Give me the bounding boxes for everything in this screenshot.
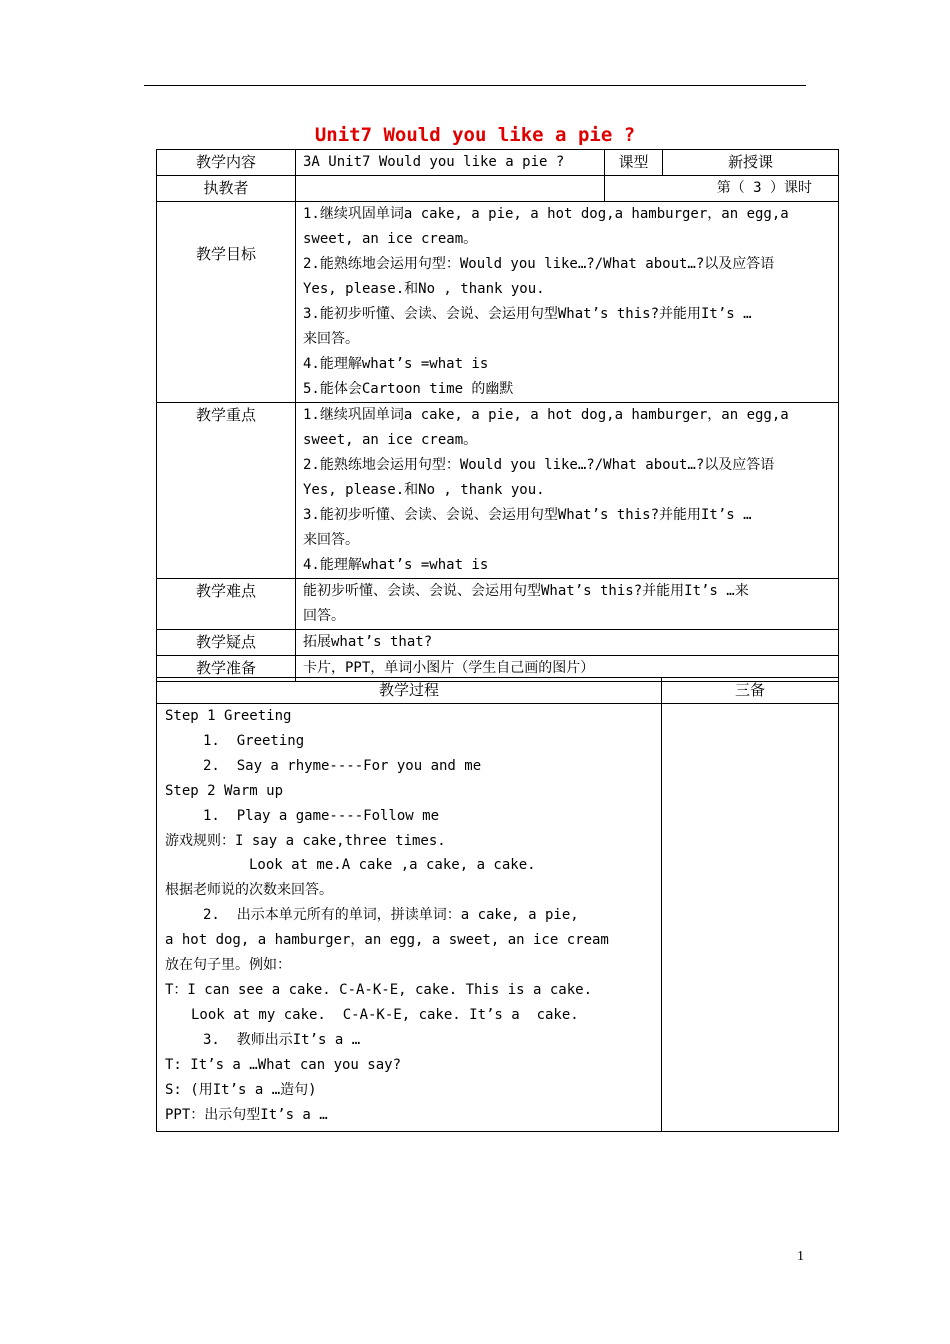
process-table (156, 677, 839, 1132)
key-point-line: 4.能理解what’s =what is (303, 557, 489, 573)
doubts-label: 教学疑点 (157, 630, 296, 656)
key-point-line: sweet, an ice cream。 (303, 432, 478, 448)
preparation-label: 教学准备 (157, 656, 296, 682)
process-line: Look at my cake. C-A-K-E, cake. It’s a cake. (191, 1006, 579, 1023)
objective-line: 3.能初步听懂、会读、会说、会运用句型What’s this?并能用It’s … (303, 306, 752, 322)
key-point-line: Yes, please.和No , thank you. (303, 482, 545, 498)
process-header: 教学过程 (157, 678, 662, 704)
key-points-label: 教学重点 (157, 403, 296, 579)
page-title: Unit7 Would you like a pie ? (314, 124, 636, 146)
side-notes-cell (662, 704, 839, 1132)
objective-line: 2.能熟练地会运用句型：Would you like…?/What about…?以及应答语 (303, 256, 775, 272)
difficulty-line: 回答。 (303, 608, 345, 624)
content-value: 3A Unit7 Would you like a pie ? (296, 150, 605, 176)
page-number: 1 (797, 1249, 804, 1264)
key-points-content (296, 403, 839, 579)
process-line: 1. Play a game----Follow me (203, 807, 440, 824)
preparation-value: 卡片，PPT，单词小图片（学生自己画的图片） (296, 656, 839, 682)
difficulty-line: 能初步听懂、会读、会说、会运用句型What’s this?并能用It’s …来 (303, 583, 749, 599)
process-line: PPT：出示句型It’s a … (165, 1106, 328, 1123)
process-line: S: (用It’s a …造句) (165, 1081, 317, 1098)
teacher-value (296, 176, 605, 202)
side-notes-header: 三备 (662, 678, 839, 704)
teacher-label: 执教者 (157, 176, 296, 202)
key-point-line: 来回答。 (303, 532, 359, 548)
difficulties-label: 教学难点 (157, 579, 296, 630)
process-line: 2. 出示本单元所有的单词，拼读单词：a cake, a pie, (203, 907, 579, 924)
process-line: T: It’s a …What can you say? (165, 1056, 402, 1073)
objective-line: sweet, an ice cream。 (303, 231, 478, 247)
process-line: a hot dog, a hamburger，an egg, a sweet, an ice cream (165, 932, 609, 949)
lesson-info-table (156, 149, 839, 682)
process-line: 放在句子里。例如： (165, 957, 291, 974)
objective-line: 5.能体会Cartoon time 的幽默 (303, 381, 514, 397)
process-line: 2. Say a rhyme----For you and me (203, 757, 482, 774)
content-label: 教学内容 (157, 150, 296, 176)
objective-line: 来回答。 (303, 331, 359, 347)
type-value: 新授课 (663, 150, 839, 176)
objectives-content (296, 202, 839, 403)
header-rule (144, 85, 806, 86)
period-cell: 第（ 3 ）课时 (605, 176, 839, 202)
process-line: Step 2 Warm up (165, 782, 284, 799)
key-point-line: 3.能初步听懂、会读、会说、会运用句型What’s this?并能用It’s … (303, 507, 752, 523)
process-line: 根据老师说的次数来回答。 (165, 882, 333, 899)
process-line: T：I can see a cake. C-A-K-E, cake. This is a cake. (165, 981, 593, 998)
key-point-line: 1.继续巩固单词a cake, a pie, a hot dog,a hamburger，an egg,a (303, 407, 789, 423)
difficulties-content (296, 579, 839, 630)
process-line: 1. Greeting (203, 732, 305, 749)
objective-line: 4.能理解what’s =what is (303, 356, 489, 372)
type-label: 课型 (605, 150, 663, 176)
objectives-label: 教学目标 (157, 202, 296, 403)
key-point-line: 2.能熟练地会运用句型：Would you like…?/What about…?以及应答语 (303, 457, 775, 473)
objective-line: Yes, please.和No , thank you. (303, 281, 545, 297)
process-content (157, 704, 662, 1132)
process-line: 3. 教师出示It’s a … (203, 1031, 361, 1048)
objective-line: 1.继续巩固单词a cake, a pie, a hot dog,a hamburger，an egg,a (303, 206, 789, 222)
doubts-value: 拓展what’s that? (296, 630, 839, 656)
process-line: Step 1 Greeting (165, 708, 292, 724)
process-line: 游戏规则：I say a cake,three times. (165, 832, 446, 849)
process-line: Look at me.A cake ,a cake, a cake. (249, 857, 536, 874)
